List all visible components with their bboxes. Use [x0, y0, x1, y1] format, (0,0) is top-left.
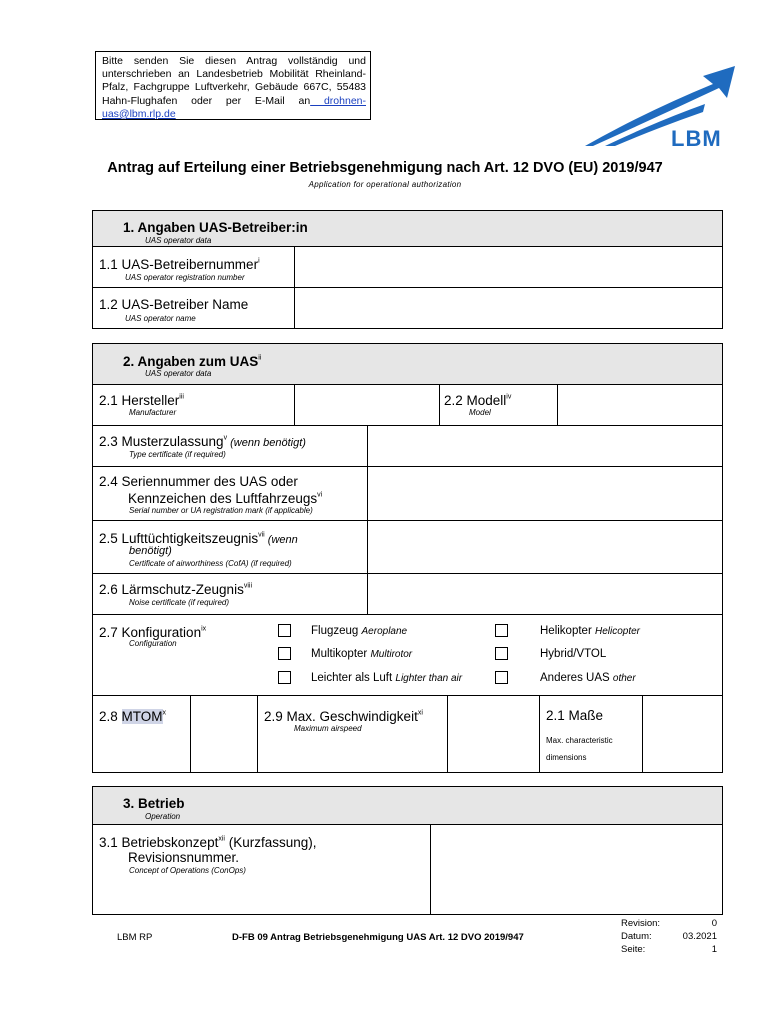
divider [257, 696, 258, 772]
field-3-1-sub: Concept of Operations (ConOps) [129, 866, 246, 875]
field-2-3-label: 2.3 Musterzulassung [99, 434, 224, 449]
divider [439, 385, 440, 425]
logo-text: LBM [671, 126, 722, 151]
footnote-ref: vii [258, 531, 265, 539]
footer-page-label: Seite: [621, 944, 646, 955]
field-1-1-sub: UAS operator registration number [125, 273, 245, 282]
field-2-5-extra: (wenn [264, 534, 298, 546]
footer-page-value: 1 [711, 944, 717, 955]
field-dimensions-sub1: Max. characteristic [546, 736, 613, 745]
row-1-2 [92, 287, 723, 329]
field-dimensions-label: 2.1 Maße [546, 708, 604, 723]
row-2-7 [92, 614, 723, 696]
page-title: Antrag auf Erteilung einer Betriebsgenehmigung nach Art. 12 DVO (EU) 2019/947 [107, 160, 663, 176]
option-en: other [612, 673, 636, 684]
field-3-1-label-line2: Revisionsnummer. [128, 850, 240, 865]
manufacturer-input[interactable] [295, 385, 439, 425]
mtom-input[interactable] [191, 696, 257, 772]
option-aeroplane-label [311, 625, 407, 637]
footnote-ref: xi [417, 709, 423, 717]
section-2-subtitle: UAS operator data [145, 369, 212, 378]
footnote-ref: viii [243, 582, 252, 590]
divider [539, 696, 540, 772]
option-de: Flugzeug [311, 625, 359, 637]
field-2-8-num: 2.8 [99, 709, 122, 724]
section-1-title: 1. Angaben UAS-Betreiber:in [123, 220, 308, 235]
field-2-8-label: MTOM [121, 709, 163, 724]
field-2-4-sub: Serial number or UA registration mark (if applicable) [129, 506, 313, 515]
option-lighter-than-air-label [311, 672, 462, 684]
serial-number-input[interactable] [368, 467, 723, 520]
footnote-ref: vi [317, 491, 323, 499]
row-3-1 [92, 824, 723, 915]
footer-revision-label: Revision: [621, 918, 661, 929]
section-3-subtitle: Operation [145, 812, 181, 821]
row-2-3 [92, 425, 723, 467]
lbm-logo [585, 60, 735, 150]
checkbox-other-uas[interactable] [495, 671, 508, 684]
field-2-9-label: 2.9 Max. Geschwindigkeit [264, 709, 418, 724]
dimensions-input[interactable] [643, 696, 723, 772]
footnote-ref: ix [201, 625, 207, 633]
option-other-label [540, 672, 636, 684]
footer-date-label: Datum: [621, 931, 652, 942]
conops-input[interactable] [431, 825, 723, 914]
notice-text: Bitte senden Sie diesen Antrag vollständig und unterschrieben an Landesbetrieb Mobilität Rheinland-Pfalz, Fachgruppe Luftverkehr, Gebäude 667C, 55483 Hahn-Flughafen oder per E-Mail an [102, 55, 366, 107]
row-1-1 [92, 246, 723, 288]
row-2-6 [92, 573, 723, 615]
field-1-1-label: 1.1 UAS-Betreibernummer [99, 257, 259, 272]
field-2-9-sub: Maximum airspeed [294, 724, 362, 733]
checkbox-lighter-than-air[interactable] [278, 671, 291, 684]
footnote-ref: iii [179, 393, 184, 401]
page-subtitle: Application for operational authorization [308, 180, 462, 189]
option-en: Multirotor [370, 649, 413, 660]
option-de: Leichter als Luft [311, 672, 393, 684]
field-2-5-label: 2.5 Lufttüchtigkeitszeugnis [99, 531, 259, 546]
footer-date-value: 03.2021 [682, 931, 717, 942]
field-dimensions-sub2: dimensions [546, 753, 587, 762]
field-2-1-sub: Manufacturer [129, 408, 177, 417]
field-2-7-label: 2.7 Konfiguration [99, 625, 202, 640]
footnote-ref: xii [218, 835, 225, 843]
field-2-6-sub: Noise certificate (if required) [129, 598, 230, 607]
section-3-header [92, 786, 723, 825]
uas-operator-number-input[interactable] [295, 247, 723, 287]
option-de: Hybrid/VTOL [540, 648, 607, 660]
option-en: Aeroplane [361, 626, 408, 637]
checkbox-multirotor[interactable] [278, 647, 291, 660]
model-input[interactable] [558, 385, 723, 425]
section-2-title: 2. Angaben zum UAS [123, 354, 259, 369]
field-2-1-label: 2.1 Hersteller [99, 393, 180, 408]
field-2-3-sub: Type certificate (if required) [129, 450, 226, 459]
footer-left: LBM RP [117, 932, 153, 943]
section-2-header [92, 343, 723, 385]
field-2-2-label: 2.2 Modell [444, 393, 507, 408]
option-de: Anderes UAS [540, 672, 610, 684]
field-2-6-label: 2.6 Lärmschutz-Zeugnis [99, 582, 244, 597]
footer-center: D-FB 09 Antrag Betriebsgenehmigung UAS Art. 12 DVO 2019/947 [232, 932, 524, 943]
field-2-3-extra: (wenn benötigt) [227, 437, 306, 449]
field-2-5-extra2: benötigt) [129, 545, 172, 557]
option-multirotor-label [311, 648, 412, 660]
email-link[interactable]: drohnen-uas@lbm.rlp.de [102, 94, 366, 120]
noise-certificate-input[interactable] [368, 574, 723, 614]
field-2-7-sub: Configuration [129, 639, 177, 648]
field-1-2-sub: UAS operator name [125, 314, 196, 323]
uas-operator-name-input[interactable] [295, 288, 723, 328]
row-2-1 [92, 384, 723, 426]
row-2-5 [92, 520, 723, 574]
footnote-ref: iv [506, 393, 512, 401]
footer-revision-value: 0 [711, 918, 717, 929]
field-2-5-sub: Certificate of airworthiness (CofA) (if required) [129, 559, 292, 568]
field-1-2-label: 1.2 UAS-Betreiber Name [99, 297, 249, 312]
option-hybrid-label [540, 648, 606, 660]
instruction-notice [95, 51, 371, 120]
section-1-subtitle: UAS operator data [145, 236, 212, 245]
footnote-ref: i [258, 257, 260, 265]
option-en: Lighter than air [395, 673, 463, 684]
airworthiness-input[interactable] [368, 521, 723, 573]
footnote-ref: x [162, 709, 167, 717]
checkbox-helicopter[interactable] [495, 624, 508, 637]
field-3-1-label: 3.1 Betriebskonzept [99, 835, 219, 850]
option-de: Multikopter [311, 648, 368, 660]
max-airspeed-input[interactable] [448, 696, 539, 772]
checkbox-hybrid-vtol[interactable] [495, 647, 508, 660]
option-en: Helicopter [594, 626, 641, 637]
type-certificate-input[interactable] [368, 426, 723, 466]
field-2-4-label-line1: 2.4 Seriennummer des UAS oder [99, 474, 298, 489]
row-2-4 [92, 466, 723, 521]
section-1-header [92, 210, 723, 247]
section-3-title: 3. Betrieb [123, 796, 185, 811]
field-3-1-label-b: (Kurzfassung), [224, 835, 317, 850]
option-helicopter-label [540, 625, 640, 637]
field-2-2-sub: Model [469, 408, 491, 417]
field-2-4-label-line2: Kennzeichen des Luftfahrzeugs [128, 491, 318, 506]
footnote-ref: v [223, 434, 228, 442]
option-de: Helikopter [540, 625, 592, 637]
row-2-8 [92, 695, 723, 773]
checkbox-aeroplane[interactable] [278, 624, 291, 637]
footnote-ref: ii [258, 354, 262, 362]
